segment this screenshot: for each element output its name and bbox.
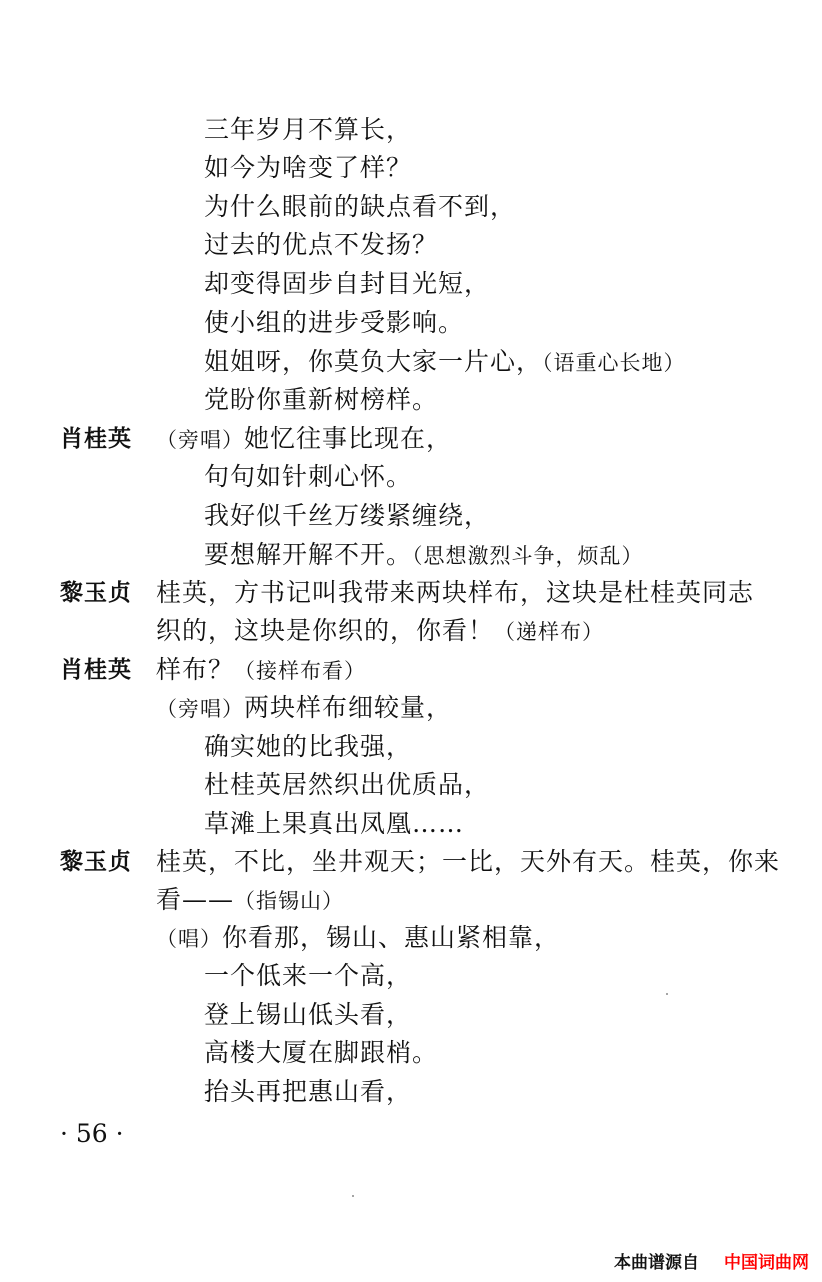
footer-site-link[interactable]: 中国词曲网	[724, 1253, 809, 1273]
stage-direction: （指锡山）	[234, 889, 345, 913]
verse-line: 高楼大厦在脚跟梢。	[204, 1038, 439, 1067]
dialogue-line: 样布？（接样布看）	[156, 655, 367, 684]
stage-direction: （接样布看）	[234, 659, 367, 683]
speaker-name: 黎玉贞	[60, 849, 132, 875]
verse-line: 要想解开解不开。（思想激烈斗争，烦乱）	[204, 540, 644, 569]
footer-source-label: 本曲谱源自	[614, 1253, 699, 1273]
dialogue-line: 桂英，不比，坐井观天；一比，天外有天。桂英，你来	[156, 847, 781, 876]
verse-line: 句句如针刺心怀。	[204, 462, 413, 491]
page-number: · 56 ·	[60, 1119, 124, 1148]
scan-speck	[666, 993, 668, 995]
stage-direction: （唱）	[156, 927, 222, 951]
verse-line: （旁唱）两块样布细较量，	[156, 693, 453, 722]
scan-speck	[352, 1195, 354, 1197]
verse-line: 杜桂英居然织出优质品，	[204, 770, 491, 799]
verse-line: （唱）你看那，锡山、惠山紧相靠，	[156, 923, 561, 952]
dialogue-line: 桂英，方书记叫我带来两块样布，这块是杜桂英同志	[156, 578, 755, 607]
speaker-name: 黎玉贞	[60, 580, 132, 606]
speaker-name: 肖桂英	[60, 426, 132, 452]
speaker-name: 肖桂英	[60, 657, 132, 683]
verse-line: 抬头再把惠山看，	[204, 1077, 413, 1106]
dialogue-line: 织的，这块是你织的，你看！（递样布）	[156, 616, 605, 645]
verse-line: 党盼你重新树榜样。	[204, 385, 439, 414]
verse-line: （旁唱）她忆往事比现在，	[156, 424, 453, 453]
dialogue-line: 看——（指锡山）	[156, 885, 345, 914]
verse-line: 却变得固步自封目光短，	[204, 269, 491, 298]
verse-line: 一个低来一个高，	[204, 961, 413, 990]
verse-line: 为什么眼前的缺点看不到，	[204, 192, 517, 221]
verse-line: 如今为啥变了样？	[204, 153, 413, 182]
stage-direction: （旁唱）	[156, 697, 244, 721]
stage-direction: （思想激烈斗争，烦乱）	[412, 544, 644, 568]
verse-line: 草滩上果真出凤凰……	[204, 809, 465, 838]
verse-line: 确实她的比我强，	[204, 732, 413, 761]
stage-direction: （旁唱）	[156, 428, 244, 452]
verse-line: 姐姐呀，你莫负大家一片心，（语重心长地）	[204, 347, 686, 376]
verse-line: 我好似千丝万缕紧缠绕，	[204, 501, 491, 530]
stage-direction: （递样布）	[494, 620, 605, 644]
stage-direction: （语重心长地）	[542, 351, 686, 375]
verse-line: 登上锡山低头看，	[204, 1000, 413, 1029]
verse-line: 使小组的进步受影响。	[204, 308, 465, 337]
verse-line: 过去的优点不发扬？	[204, 230, 439, 259]
verse-line: 三年岁月不算长，	[204, 115, 413, 144]
